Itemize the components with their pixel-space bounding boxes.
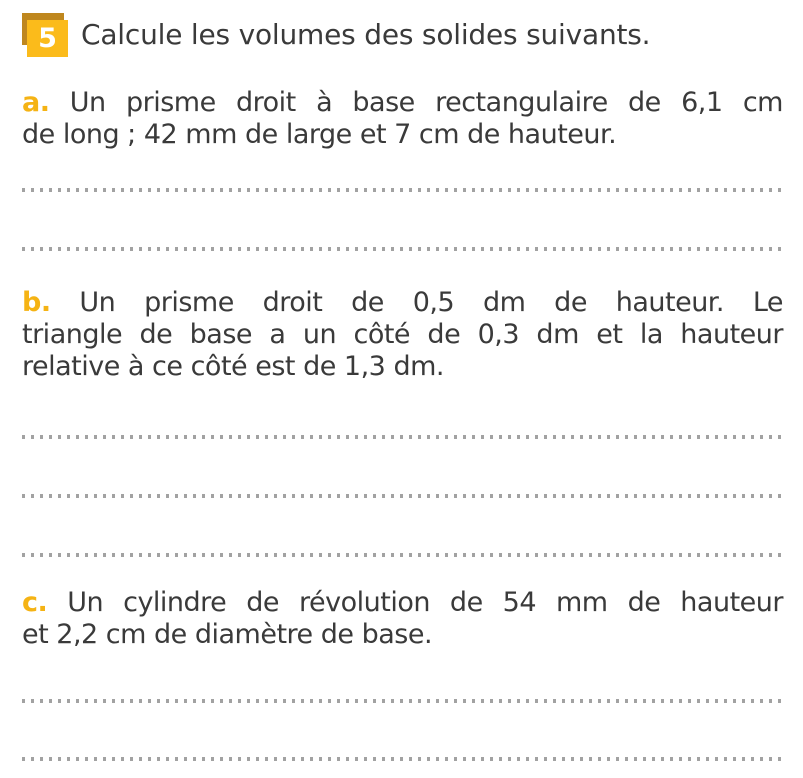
exercise-title: Calcule les volumes des solides suivants. (81, 18, 651, 51)
answer-dotted-line (22, 247, 783, 251)
item-c-line (22, 587, 783, 619)
answer-dotted-line (22, 494, 783, 498)
answer-dotted-line (22, 699, 783, 703)
exercise-number: 5 (27, 20, 68, 57)
item-b-line-text: Un prisme droit de 0,5 dm de hauteur. Le (79, 287, 783, 318)
item-a-line (22, 87, 783, 119)
exercise-item-b (22, 287, 783, 383)
exercise-number-badge (22, 13, 68, 59)
item-b-line (22, 351, 783, 383)
answer-dotted-line (22, 435, 783, 439)
item-a-line-text: Un prisme droit à base rectangulaire de 6,1 cm (69, 87, 783, 118)
item-c-line-text: Un cylindre de révolution de 54 mm de hauteur (67, 587, 783, 618)
answer-dotted-line (22, 188, 783, 192)
item-c-line-text: et 2,2 cm de diamètre de base. (22, 619, 433, 650)
item-a-line (22, 119, 783, 151)
exercise-header (22, 13, 783, 61)
item-b-marker: b. (22, 287, 51, 318)
item-b-line-text: relative à ce côté est de 1,3 dm. (22, 351, 444, 382)
exercise-item-c (22, 587, 783, 651)
item-b-line-text: triangle de base a un côté de 0,3 dm et la hauteur (22, 319, 783, 350)
answer-dotted-line (22, 757, 783, 761)
answer-dotted-line (22, 553, 783, 557)
item-a-line-text: de long ; 42 mm de large et 7 cm de hauteur. (22, 119, 617, 150)
exercise-item-a (22, 87, 783, 151)
item-c-line (22, 619, 783, 651)
item-b-line (22, 319, 783, 351)
item-c-marker: c. (22, 587, 48, 618)
item-b-line (22, 287, 783, 319)
item-a-marker: a. (22, 87, 50, 118)
